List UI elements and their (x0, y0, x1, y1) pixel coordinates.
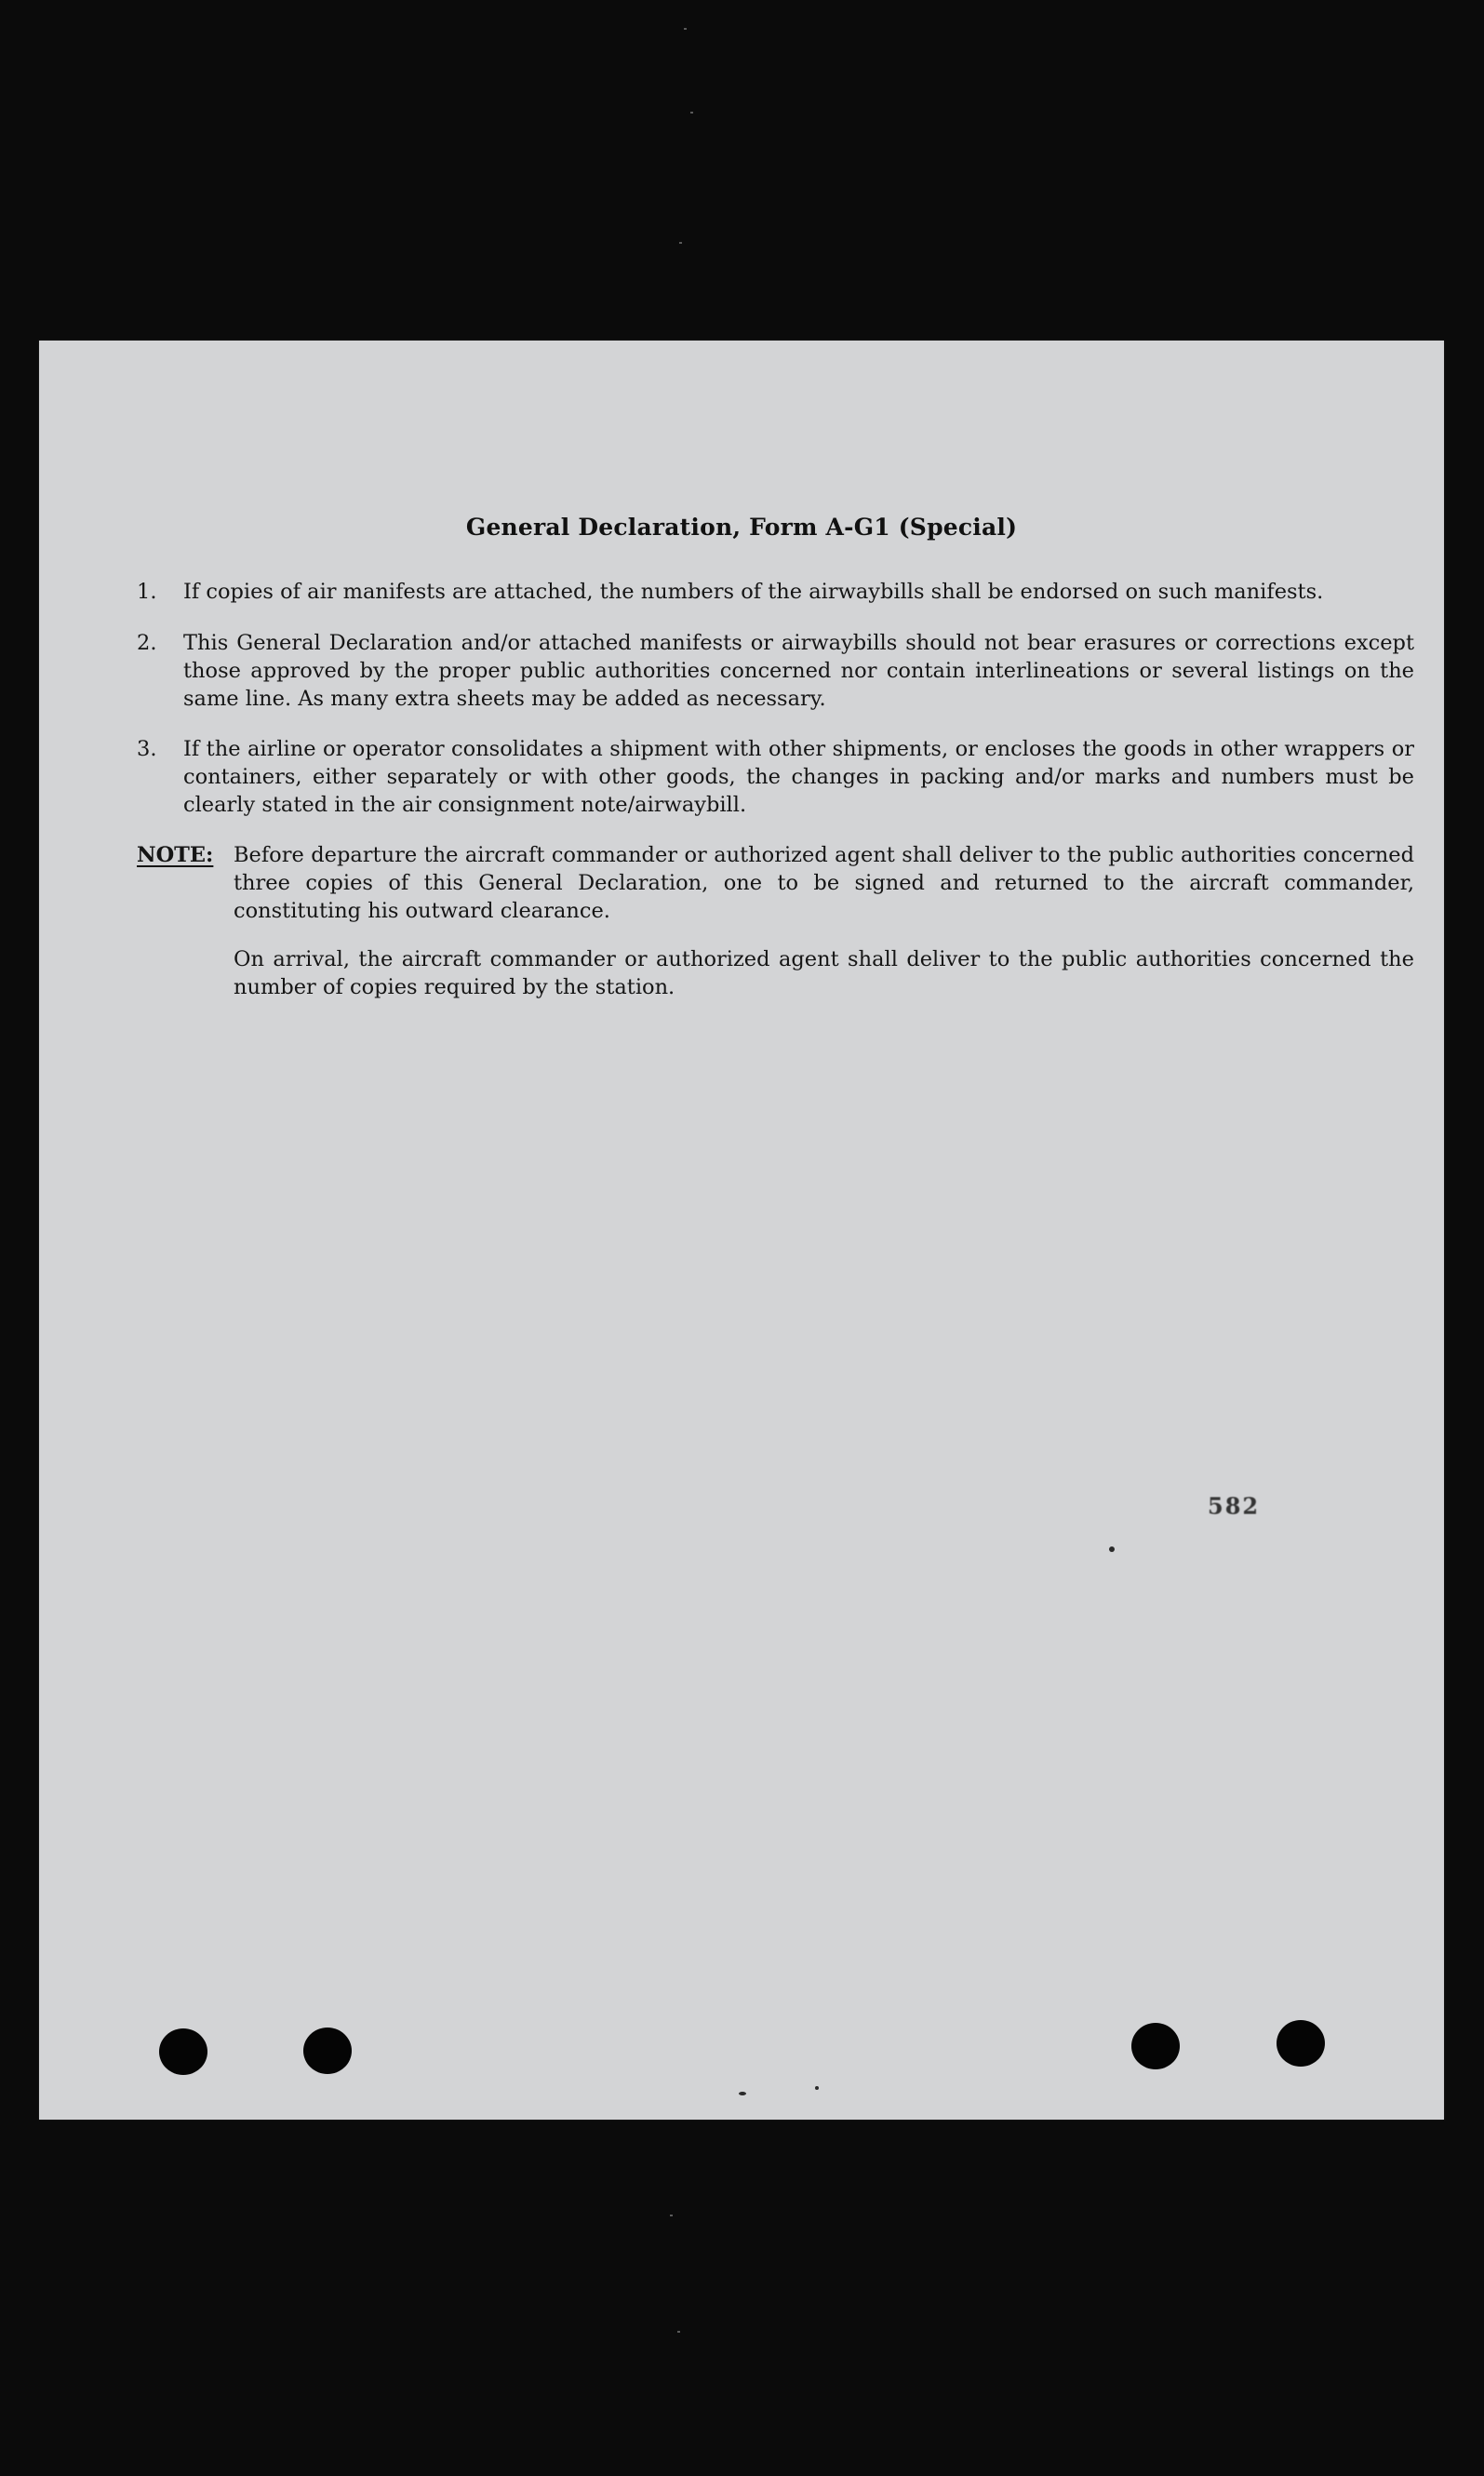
scan-artifact (684, 28, 687, 30)
speck (1109, 1546, 1115, 1552)
scan-artifact (670, 2215, 673, 2216)
scan-artifact (679, 242, 682, 244)
list-item-number: 3. (137, 737, 157, 761)
list-item-number: 2. (137, 631, 157, 655)
list-item (137, 578, 1414, 606)
scan-artifact (690, 112, 693, 114)
list-item (137, 735, 1414, 819)
list-item-number: 1. (137, 580, 157, 604)
punch-hole (1277, 2020, 1325, 2067)
note-paragraph: On arrival, the aircraft commander or authorized agent shall deliver to the public authorities concerned the number of copies required by the station. (234, 947, 1414, 999)
list-item (137, 629, 1414, 713)
speck (739, 2092, 746, 2095)
note-label: NOTE: (137, 843, 214, 867)
note-paragraph: Before departure the aircraft commander or authorized agent shall deliver to the public authorities concerned three copies of this General Declaration, one to be signed and returned to the aircraft commander, constituting his outward clearance. (234, 843, 1414, 923)
punch-hole (1131, 2023, 1180, 2069)
list-item-text: If copies of air manifests are attached, the numbers of the airwaybills shall be endorsed on such manifests. (183, 580, 1324, 604)
document-title: General Declaration, Form A-G1 (Special) (465, 514, 1018, 541)
scan-artifact (677, 2331, 680, 2333)
punch-hole (303, 2028, 352, 2074)
page-number-stamp: 582 (1208, 1492, 1261, 1519)
punch-hole (159, 2028, 207, 2075)
speck (815, 2086, 819, 2090)
note-block (137, 841, 1414, 925)
list-item-text: This General Declaration and/or attached manifests or airwaybills should not bear erasures or corrections except those approved by the proper public authorities concerned nor contain interlineations or several listings on the same line. As many extra sheets may be added as necessary. (183, 631, 1414, 711)
document-sheet (39, 341, 1444, 2120)
list-item-text: If the airline or operator consolidates a shipment with other shipments, or encloses the goods in other wrappers or containers, either separately or with other goods, the changes in packing and/or marks and numbers must be clearly stated in the air consignment note/airwaybill. (183, 737, 1414, 817)
